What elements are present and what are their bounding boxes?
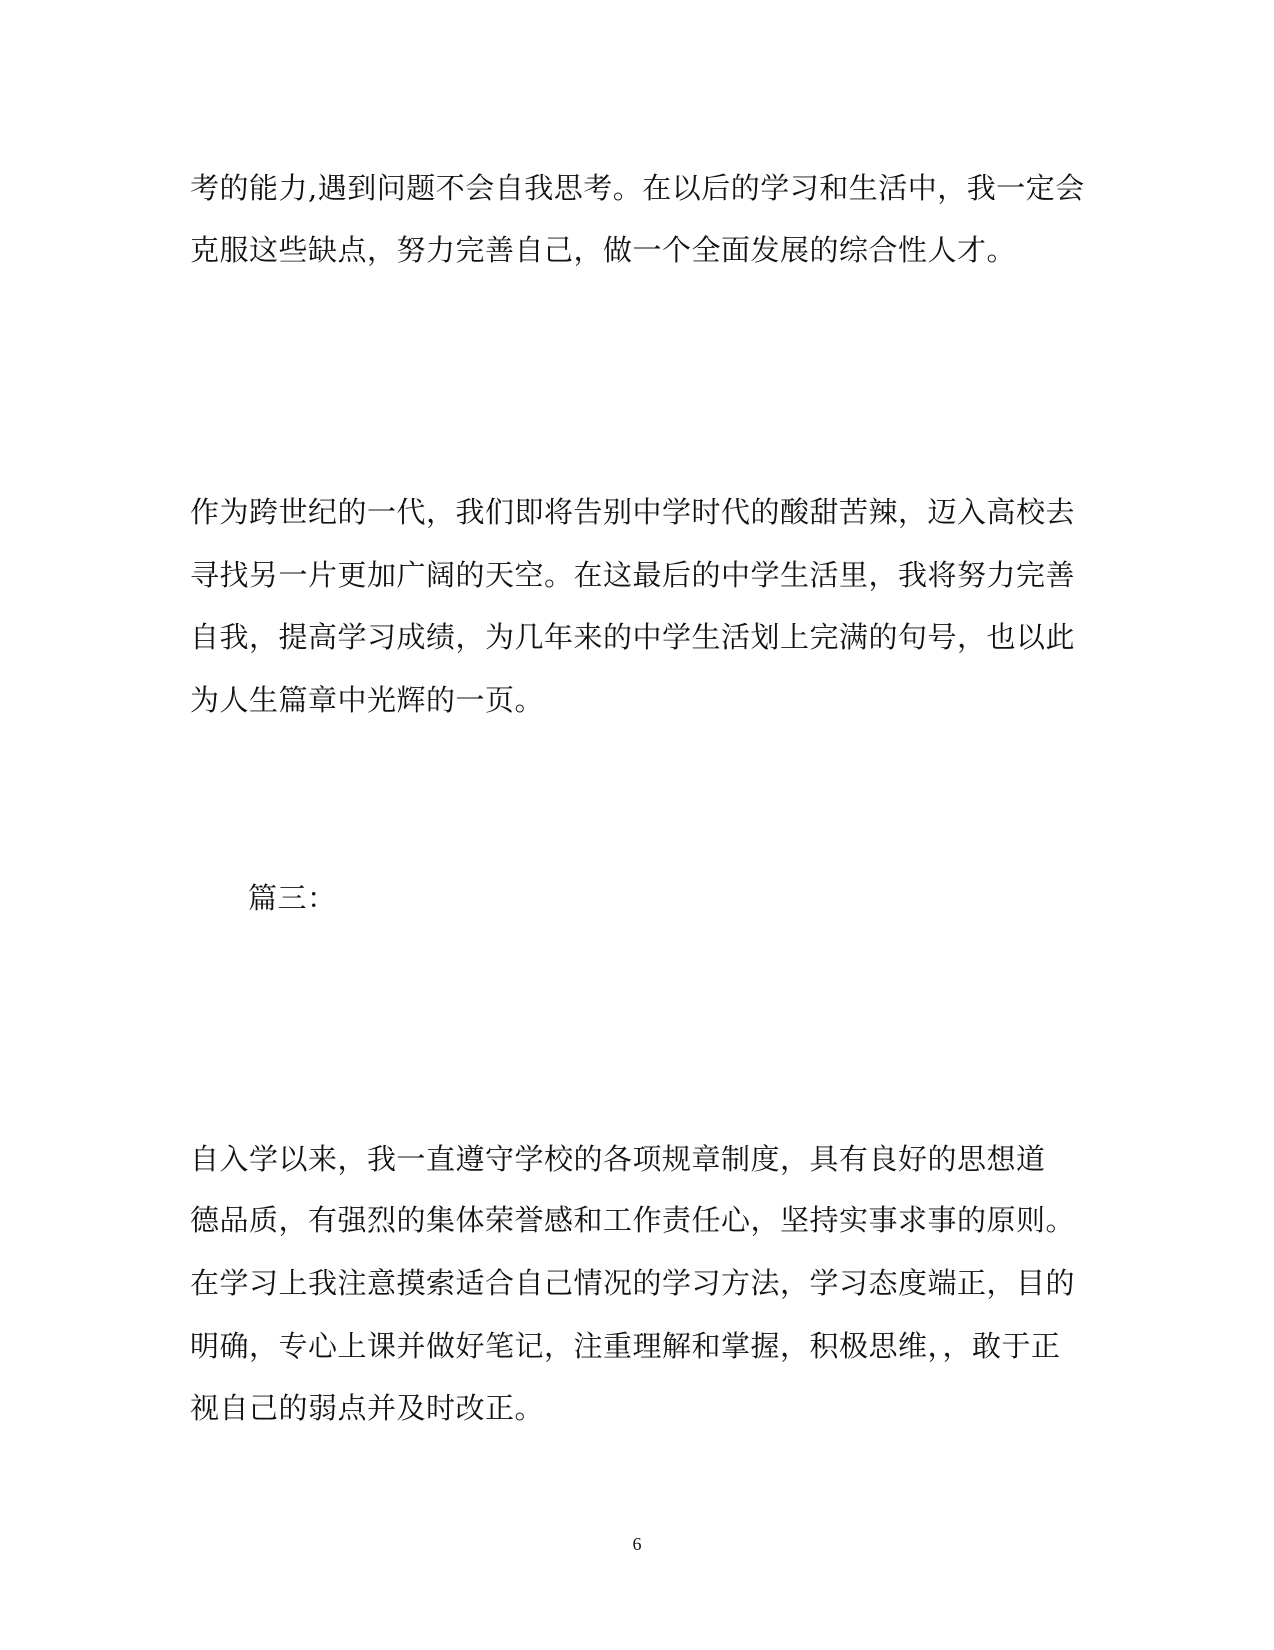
paragraph-3-line-4: 明确，专心上课并做好笔记，注重理解和掌握，积极思维，，敢于正: [190, 1329, 1061, 1363]
paragraph-3-line-1: 自入学以来，我一直遵守学校的各项规章制度，具有良好的思想道: [190, 1142, 1046, 1176]
paragraph-2-line-3: 自我，提高学习成绩，为几年来的中学生活划上完满的句号，也以此: [190, 620, 1076, 654]
section-heading: 篇三：: [248, 881, 337, 915]
paragraph-1-line-2: 克服这些缺点，努力完善自己，做一个全面发展的综合性人才。: [190, 233, 1017, 267]
paragraph-3-line-2: 德品质，有强烈的集体荣誉感和工作责任心，坚持实事求事的原则。: [190, 1203, 1076, 1237]
paragraph-3-line-3: 在学习上我注意摸索适合自己情况的学习方法，学习态度端正，目的: [190, 1266, 1076, 1300]
paragraph-2-line-2: 寻找另一片更加广阔的天空。在这最后的中学生活里，我将努力完善: [190, 558, 1076, 592]
paragraph-2-line-1: 作为跨世纪的一代，我们即将告别中学时代的酸甜苦辣，迈入高校去: [190, 495, 1076, 529]
page-number: 6: [632, 1534, 642, 1554]
paragraph-2-line-4: 为人生篇章中光辉的一页。: [190, 683, 545, 717]
paragraph-3-line-5: 视自己的弱点并及时改正。: [190, 1391, 545, 1425]
paragraph-1-line-1: 考的能力,遇到问题不会自我思考。在以后的学习和生活中，我一定会: [190, 171, 1085, 205]
